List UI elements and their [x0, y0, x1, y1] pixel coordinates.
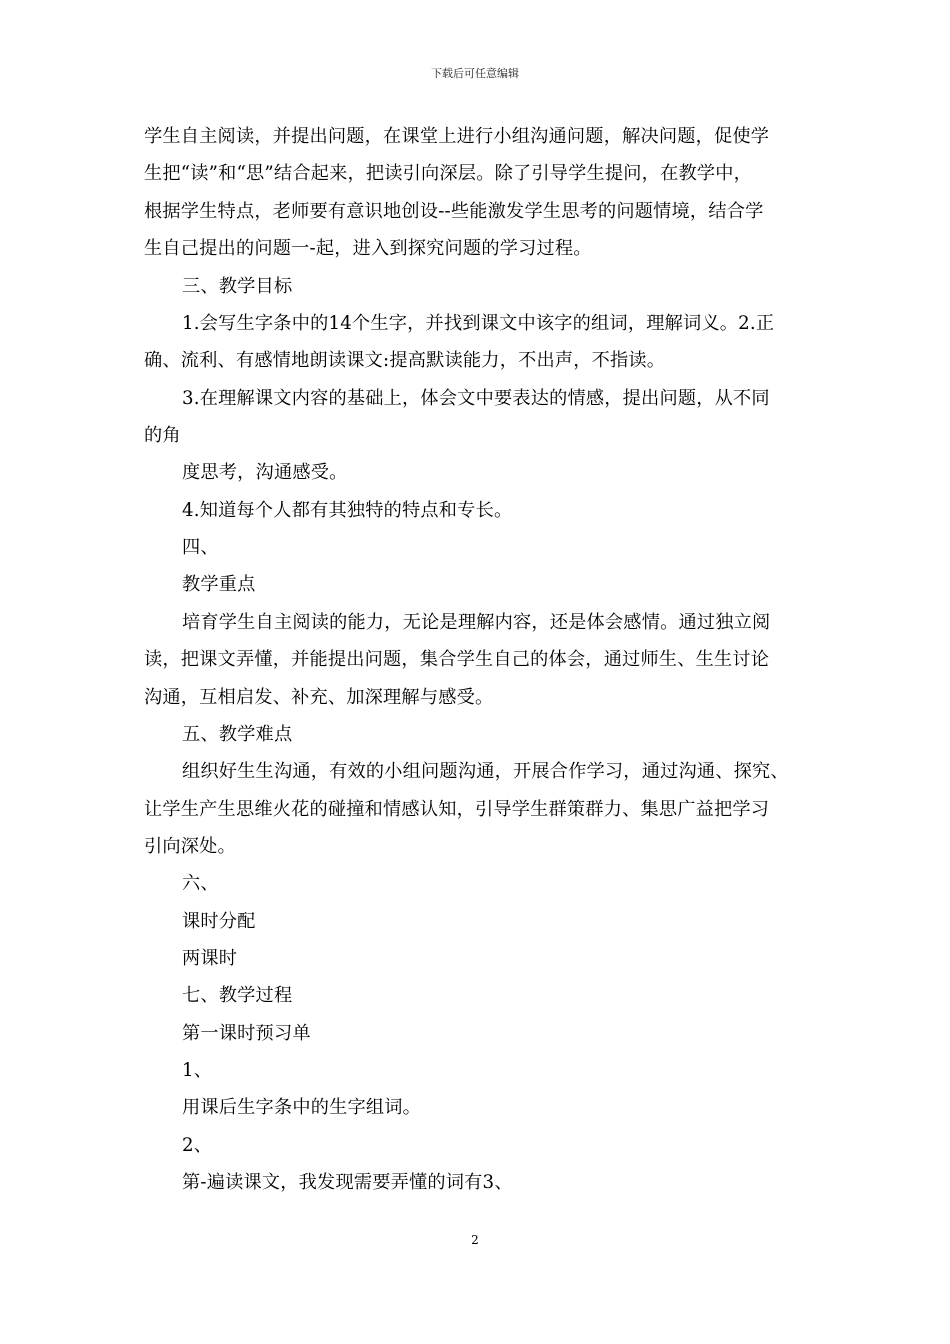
text-line: 度思考，沟通感受。: [182, 462, 348, 483]
text-line: 第一课时预习单: [182, 1023, 311, 1044]
section-heading: 四、: [182, 537, 219, 558]
section-heading: 教学重点: [182, 574, 256, 595]
section-heading: 课时分配: [182, 911, 256, 932]
text-line: 根据学生特点，老师要有意识地创设--些能激发学生思考的问题情境，结合学: [144, 201, 764, 222]
text-line: 的角: [144, 425, 181, 446]
section-heading: 六、: [182, 873, 219, 894]
text-line: 引向深处。: [144, 836, 236, 857]
section-heading: 三、教学目标: [182, 276, 293, 297]
text-line: 生把“读”和“思”结合起来，把读引向深层。除了引导学生提问，在教学中，: [144, 163, 753, 184]
page-header: 下载后可任意编辑: [431, 67, 519, 80]
text-line: 用课后生字条中的生字组词。: [182, 1097, 422, 1118]
text-line: 培育学生自主阅读的能力，无论是理解内容，还是体会感情。通过独立阅: [182, 612, 771, 633]
text-line: 学生自主阅读，并提出问题，在课堂上进行小组沟通问题，解决问题，促使学: [144, 126, 770, 147]
section-heading: 七、教学过程: [182, 985, 293, 1006]
text-line: 4.知道每个人都有其独特的特点和专长。: [182, 500, 513, 521]
text-line: 3.在理解课文内容的基础上，体会文中要表达的情感，提出问题，从不同: [182, 388, 770, 409]
text-line: 两课时: [182, 948, 238, 969]
text-line: 组织好生生沟通，有效的小组问题沟通，开展合作学习，通过沟通、探究、: [182, 761, 789, 782]
text-line: 1.会写生字条中的14个生字，并找到课文中该字的组词，理解词义。2.正: [182, 313, 775, 334]
text-line: 确、流利、有感情地朗读课文:提高默读能力，不出声，不指读。: [144, 350, 666, 371]
page-number: 2: [471, 1233, 479, 1247]
text-line: 第-遍读课文，我发现需要弄懂的词有3、: [182, 1172, 513, 1193]
text-line: 读，把课文弄懂，并能提出问题，集合学生自己的体会，通过师生、生生讨论: [144, 649, 770, 670]
text-line: 2、: [182, 1135, 213, 1156]
section-heading: 五、教学难点: [182, 724, 293, 745]
text-line: 沟通，互相启发、补充、加深理解与感受。: [144, 687, 494, 708]
text-line: 让学生产生思维火花的碰撞和情感认知，引导学生群策群力、集思广益把学习: [144, 799, 770, 820]
text-line: 生自己提出的问题一-起，进入到探究问题的学习过程。: [144, 238, 592, 259]
text-line: 1、: [182, 1060, 213, 1081]
